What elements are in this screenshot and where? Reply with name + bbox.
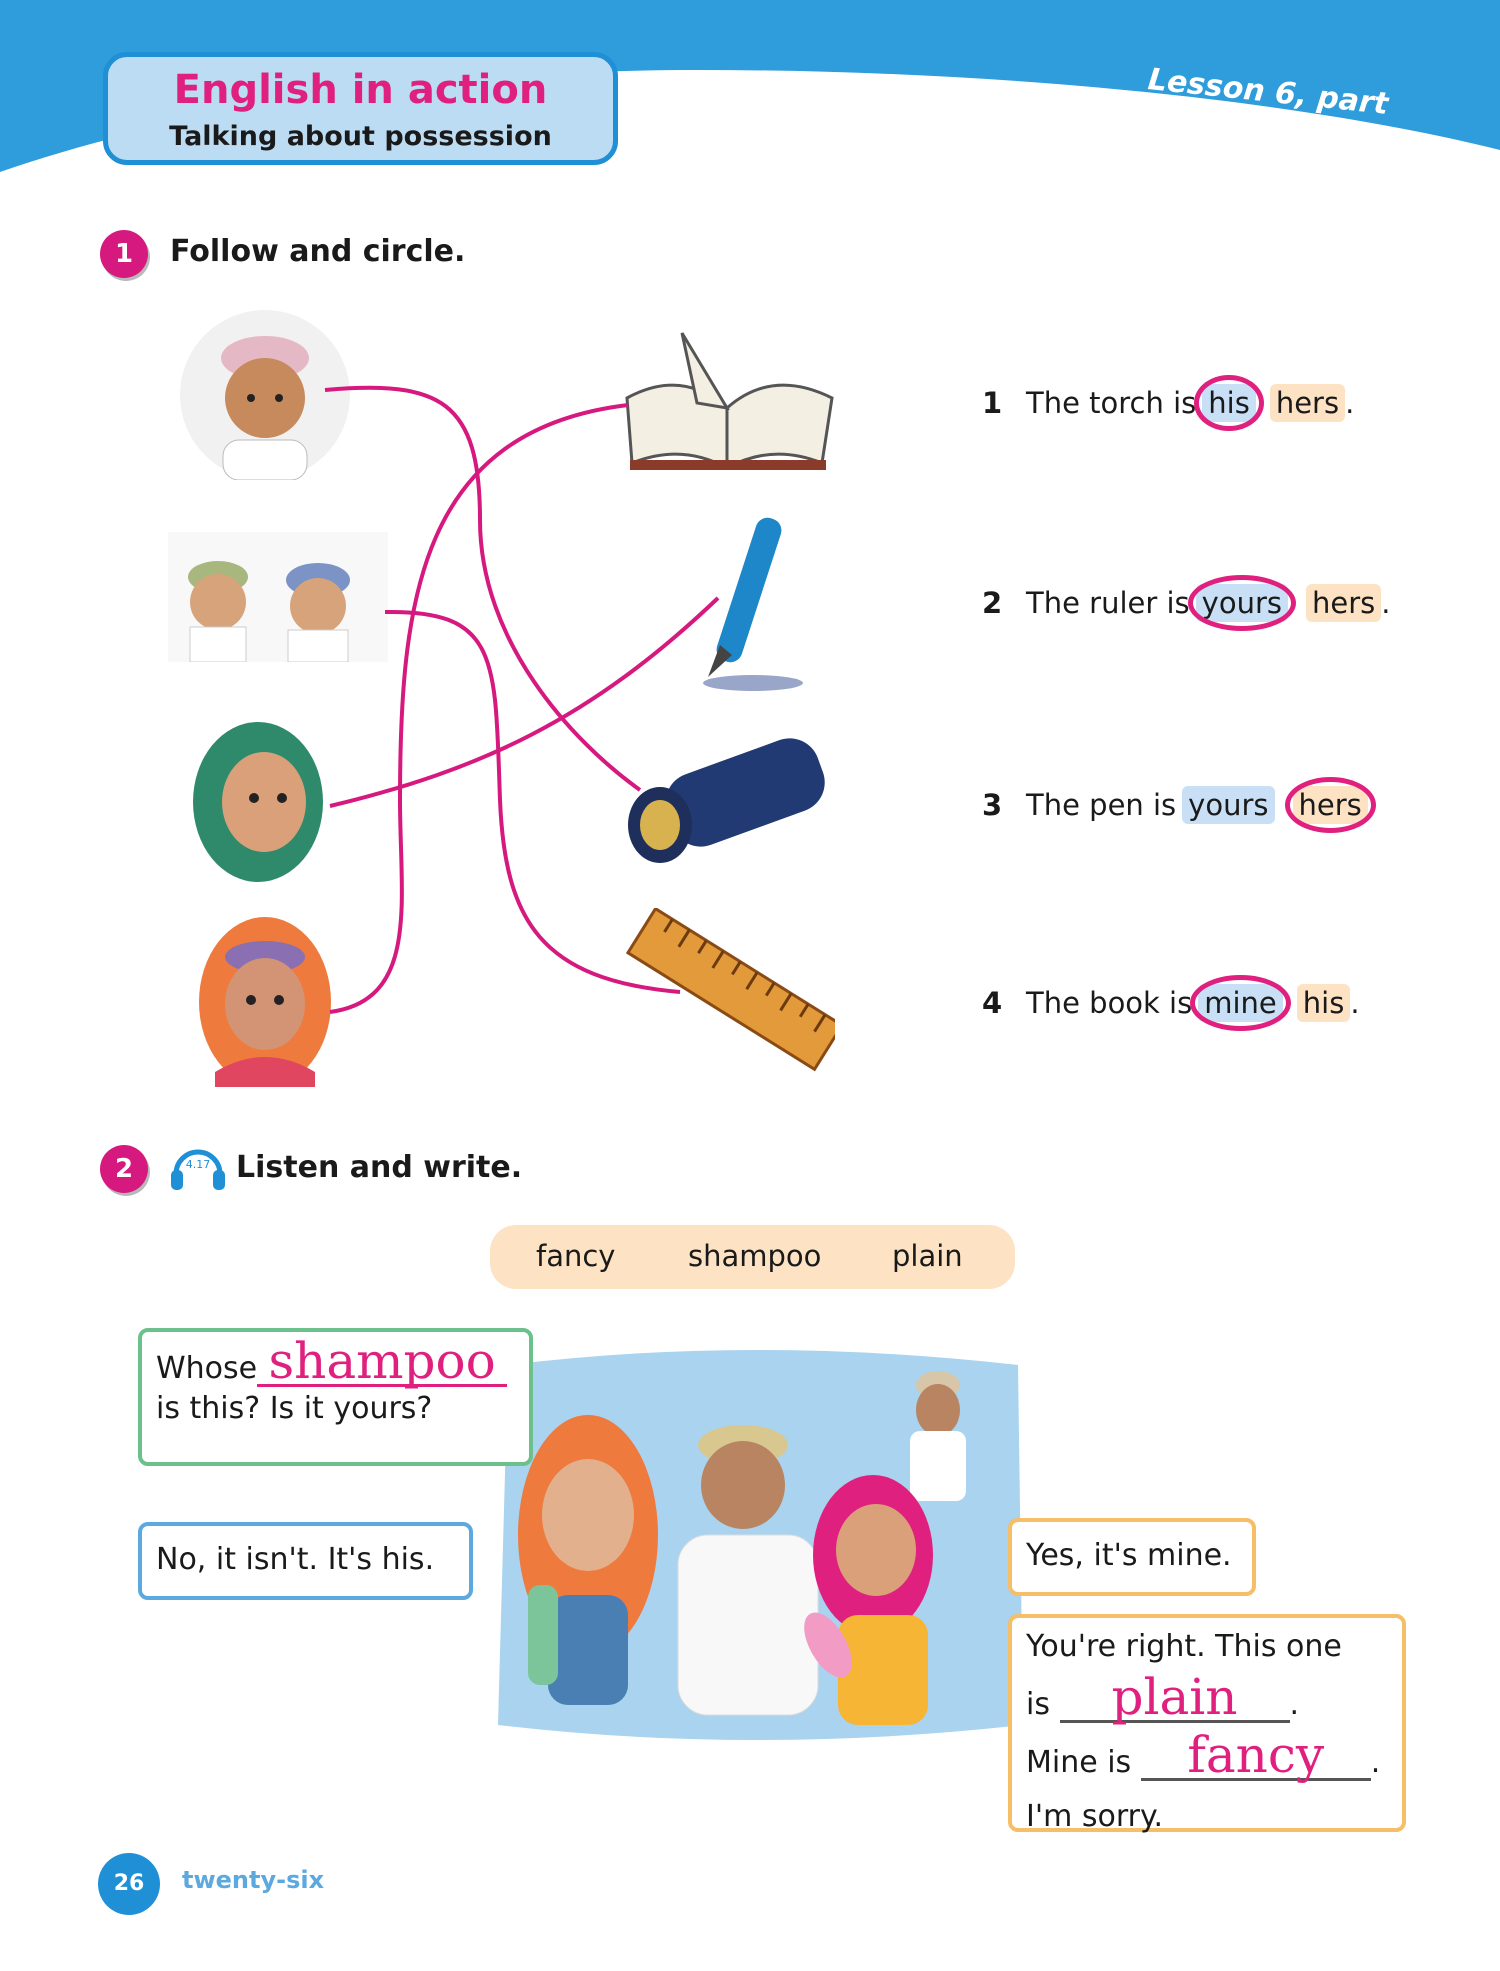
option-hers[interactable]: hers bbox=[1293, 786, 1368, 824]
bubble-text: I'm sorry. bbox=[1026, 1799, 1163, 1834]
sentence-number: 1 bbox=[982, 386, 1003, 420]
exercise-1-instruction: Follow and circle. bbox=[170, 234, 466, 269]
exercise-1-badge: 1 bbox=[100, 230, 148, 278]
lesson-label: Lesson 6, part 2 bbox=[1142, 62, 1390, 134]
bubble-text: Mine is bbox=[1026, 1745, 1132, 1780]
bubble-text: Whose bbox=[156, 1351, 258, 1386]
speech-bubble-no bbox=[138, 1522, 473, 1600]
speech-bubble-yes bbox=[1008, 1518, 1256, 1596]
word-bank-item: plain bbox=[892, 1239, 963, 1273]
bubble-text: is this? Is it yours? bbox=[156, 1391, 433, 1426]
page-title: English in action bbox=[173, 67, 548, 113]
answer-fancy[interactable]: fancy bbox=[1141, 1732, 1371, 1781]
sentence-text: The pen is bbox=[1026, 788, 1177, 822]
speech-bubble-response: You're right. This one is plain . Mine is fancy . I'm sorry. bbox=[1008, 1614, 1406, 1832]
page-subtitle: Talking about possession bbox=[169, 121, 552, 152]
sentence-2 bbox=[982, 578, 1390, 628]
sentence-number: 3 bbox=[982, 788, 1003, 822]
headphones-icon[interactable] bbox=[168, 1136, 228, 1196]
speech-bubble-question bbox=[138, 1328, 533, 1466]
sentence-number: 2 bbox=[982, 586, 1003, 620]
bubble-text: No, it isn't. It's his. bbox=[156, 1542, 435, 1577]
word-bank-item: fancy bbox=[536, 1239, 616, 1273]
option-his[interactable]: his bbox=[1297, 984, 1351, 1022]
sentence-number: 4 bbox=[982, 986, 1003, 1020]
word-bank bbox=[490, 1225, 1015, 1289]
option-his[interactable]: his bbox=[1202, 384, 1256, 422]
sentence-text: The book is bbox=[1026, 986, 1193, 1020]
option-yours[interactable]: yours bbox=[1196, 584, 1288, 622]
sentence-text: The torch is bbox=[1026, 386, 1197, 420]
answer-shampoo[interactable]: shampoo bbox=[257, 1338, 507, 1387]
scene-illustration bbox=[478, 1345, 1028, 1745]
option-yours[interactable]: yours bbox=[1182, 786, 1274, 824]
answer-plain[interactable]: plain bbox=[1060, 1674, 1290, 1723]
sentence-1 bbox=[982, 378, 1354, 428]
exercise-2-instruction: Listen and write. bbox=[236, 1150, 523, 1185]
word-bank-item: shampoo bbox=[688, 1239, 822, 1273]
sentence-end: . bbox=[1381, 586, 1391, 620]
page-number-words: twenty-six bbox=[182, 1866, 325, 1894]
sentence-4 bbox=[982, 978, 1360, 1028]
option-hers[interactable]: hers bbox=[1306, 584, 1381, 622]
sentence-3 bbox=[982, 780, 1368, 830]
option-mine[interactable]: mine bbox=[1198, 984, 1283, 1022]
bubble-text: is bbox=[1026, 1687, 1050, 1722]
bubble-text: Yes, it's mine. bbox=[1026, 1538, 1232, 1573]
bubble-text: You're right. This one bbox=[1026, 1629, 1342, 1664]
exercise-2-badge: 2 bbox=[100, 1145, 148, 1193]
sentence-end: . bbox=[1350, 986, 1360, 1020]
page-number: 26 bbox=[98, 1853, 160, 1915]
option-hers[interactable]: hers bbox=[1270, 384, 1345, 422]
sentence-text: The ruler is bbox=[1026, 586, 1190, 620]
audio-track-label: 4.17 bbox=[185, 1158, 211, 1171]
sentence-end: . bbox=[1345, 386, 1355, 420]
